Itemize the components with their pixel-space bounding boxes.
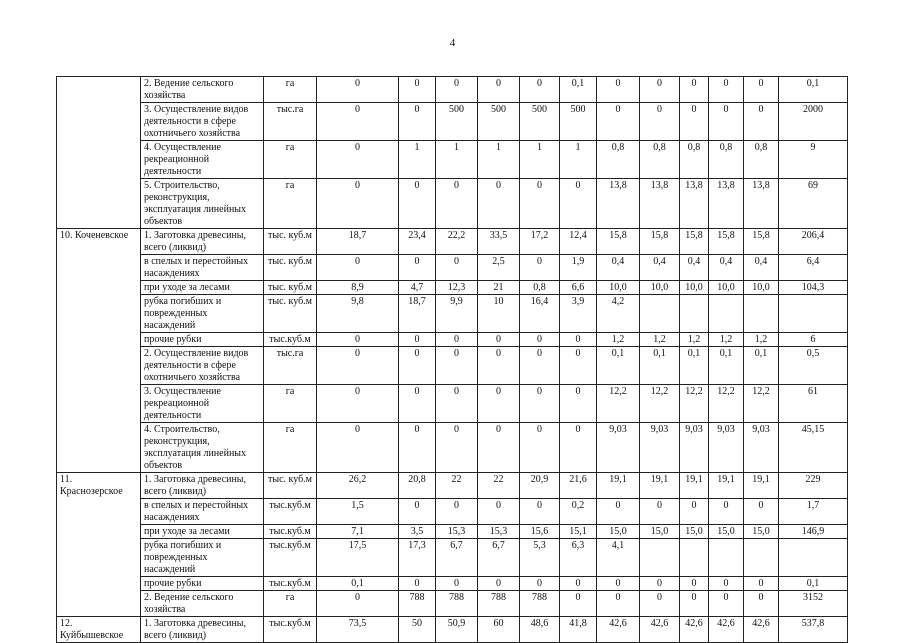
value-cell (744, 539, 779, 577)
value-cell: 0 (640, 103, 680, 141)
value-cell: 15,6 (520, 525, 560, 539)
unit-cell: га (264, 141, 317, 179)
value-cell: 2,5 (478, 255, 520, 281)
value-cell: 41,8 (560, 617, 597, 643)
value-cell: 12,3 (436, 281, 478, 295)
value-cell: 42,6 (709, 617, 744, 643)
value-cell: 23,4 (399, 229, 436, 255)
value-cell (640, 295, 680, 333)
value-cell: 0 (317, 385, 399, 423)
value-cell: 0 (399, 103, 436, 141)
value-cell: 9,03 (709, 423, 744, 473)
total-cell: 2000 (779, 103, 848, 141)
value-cell: 13,8 (709, 179, 744, 229)
value-cell (680, 539, 709, 577)
value-cell: 0 (478, 179, 520, 229)
value-cell: 0 (399, 499, 436, 525)
value-cell: 15,3 (478, 525, 520, 539)
value-cell: 17,2 (520, 229, 560, 255)
total-cell: 0,1 (779, 77, 848, 103)
value-cell: 0,1 (709, 347, 744, 385)
total-cell: 104,3 (779, 281, 848, 295)
unit-cell: тыс. куб.м (264, 281, 317, 295)
value-cell: 17,3 (399, 539, 436, 577)
value-cell: 788 (436, 591, 478, 617)
total-cell: 45,15 (779, 423, 848, 473)
value-cell: 16,4 (520, 295, 560, 333)
value-cell: 0 (744, 591, 779, 617)
district-cell: 11. Краснозерское (57, 473, 141, 617)
total-cell: 9 (779, 141, 848, 179)
value-cell: 18,7 (399, 295, 436, 333)
unit-cell: тыс.куб.м (264, 577, 317, 591)
value-cell: 0 (520, 179, 560, 229)
value-cell: 1,2 (597, 333, 640, 347)
total-cell (779, 539, 848, 577)
value-cell: 20,8 (399, 473, 436, 499)
table-row (57, 77, 848, 103)
value-cell: 0 (317, 103, 399, 141)
value-cell: 0 (399, 385, 436, 423)
value-cell: 0,1 (640, 347, 680, 385)
value-cell: 0,1 (317, 577, 399, 591)
value-cell: 0,8 (597, 141, 640, 179)
value-cell: 0 (560, 385, 597, 423)
unit-cell: тыс.куб.м (264, 499, 317, 525)
total-cell: 6,4 (779, 255, 848, 281)
value-cell: 5,3 (520, 539, 560, 577)
value-cell: 0 (560, 577, 597, 591)
value-cell: 22 (436, 473, 478, 499)
activity-cell: 2. Ведение сельского хозяйства (141, 591, 264, 617)
value-cell: 0 (317, 179, 399, 229)
total-cell: 3152 (779, 591, 848, 617)
value-cell: 0,4 (744, 255, 779, 281)
unit-cell: тыс. куб.м (264, 229, 317, 255)
value-cell: 15,3 (436, 525, 478, 539)
activity-cell: в спелых и перестойных насаждениях (141, 499, 264, 525)
total-cell: 146,9 (779, 525, 848, 539)
value-cell: 6,7 (478, 539, 520, 577)
value-cell: 12,2 (597, 385, 640, 423)
total-cell: 206,4 (779, 229, 848, 255)
value-cell: 1 (478, 141, 520, 179)
value-cell: 15,0 (744, 525, 779, 539)
activity-cell: прочие рубки (141, 333, 264, 347)
value-cell: 9,03 (597, 423, 640, 473)
value-cell: 0,8 (520, 281, 560, 295)
value-cell: 0 (597, 499, 640, 525)
value-cell: 0,1 (560, 77, 597, 103)
value-cell: 0 (520, 423, 560, 473)
value-cell: 0 (597, 103, 640, 141)
value-cell: 0,8 (709, 141, 744, 179)
activity-cell: рубка погибших и поврежденных насаждений (141, 539, 264, 577)
total-cell: 1,7 (779, 499, 848, 525)
unit-cell: тыс.куб.м (264, 617, 317, 643)
activity-cell: при уходе за лесами (141, 525, 264, 539)
table-row (57, 539, 848, 577)
value-cell: 9,03 (744, 423, 779, 473)
activity-cell: 1. Заготовка древесины, всего (ликвид) (141, 617, 264, 643)
unit-cell: га (264, 423, 317, 473)
value-cell: 500 (478, 103, 520, 141)
value-cell: 6,7 (436, 539, 478, 577)
value-cell: 1,9 (560, 255, 597, 281)
value-cell: 0 (317, 255, 399, 281)
unit-cell: га (264, 179, 317, 229)
value-cell: 4,1 (597, 539, 640, 577)
value-cell: 0,2 (560, 499, 597, 525)
value-cell: 0 (709, 591, 744, 617)
value-cell: 0 (436, 179, 478, 229)
value-cell: 10,0 (744, 281, 779, 295)
total-cell: 0,1 (779, 577, 848, 591)
value-cell: 0 (399, 77, 436, 103)
forest-use-table (56, 76, 848, 643)
value-cell: 0,8 (744, 141, 779, 179)
value-cell: 0 (317, 77, 399, 103)
value-cell: 42,6 (744, 617, 779, 643)
value-cell: 0 (399, 179, 436, 229)
value-cell: 0 (709, 499, 744, 525)
value-cell: 0 (399, 255, 436, 281)
value-cell: 500 (560, 103, 597, 141)
value-cell: 13,8 (597, 179, 640, 229)
activity-cell: 1. Заготовка древесины, всего (ликвид) (141, 229, 264, 255)
table-row (57, 473, 848, 499)
value-cell: 0 (680, 77, 709, 103)
value-cell: 73,5 (317, 617, 399, 643)
value-cell: 1,2 (709, 333, 744, 347)
value-cell: 15,8 (744, 229, 779, 255)
value-cell: 15,0 (709, 525, 744, 539)
value-cell: 0 (520, 347, 560, 385)
table-row (57, 577, 848, 591)
activity-cell: 2. Ведение сельского хозяйства (141, 77, 264, 103)
value-cell: 0 (436, 255, 478, 281)
value-cell: 0,4 (597, 255, 640, 281)
value-cell: 15,8 (709, 229, 744, 255)
value-cell: 0 (560, 333, 597, 347)
activity-cell: 5. Строительство, реконструкция, эксплуатация линейных объектов (141, 179, 264, 229)
value-cell: 0 (520, 77, 560, 103)
value-cell: 10,0 (680, 281, 709, 295)
value-cell: 0 (597, 577, 640, 591)
value-cell: 788 (478, 591, 520, 617)
value-cell: 0 (436, 77, 478, 103)
activity-cell: рубка погибших и поврежденных насаждений (141, 295, 264, 333)
activity-cell: в спелых и перестойных насаждениях (141, 255, 264, 281)
table-row (57, 141, 848, 179)
activity-cell: прочие рубки (141, 577, 264, 591)
value-cell: 0 (520, 499, 560, 525)
value-cell: 0 (640, 499, 680, 525)
value-cell: 0 (317, 141, 399, 179)
value-cell: 50,9 (436, 617, 478, 643)
value-cell: 0 (436, 577, 478, 591)
value-cell: 10,0 (597, 281, 640, 295)
value-cell: 0 (478, 423, 520, 473)
value-cell: 0,1 (744, 347, 779, 385)
unit-cell: га (264, 591, 317, 617)
value-cell: 0 (520, 333, 560, 347)
value-cell: 0 (399, 423, 436, 473)
value-cell: 1,2 (744, 333, 779, 347)
total-cell: 0,5 (779, 347, 848, 385)
value-cell: 0 (399, 333, 436, 347)
table-row (57, 591, 848, 617)
value-cell: 42,6 (680, 617, 709, 643)
value-cell: 19,1 (744, 473, 779, 499)
value-cell: 13,8 (680, 179, 709, 229)
value-cell: 26,2 (317, 473, 399, 499)
value-cell: 13,8 (744, 179, 779, 229)
value-cell: 1 (436, 141, 478, 179)
value-cell: 0 (520, 385, 560, 423)
unit-cell: га (264, 77, 317, 103)
value-cell: 0 (436, 385, 478, 423)
value-cell: 0 (640, 591, 680, 617)
table-row (57, 295, 848, 333)
unit-cell: тыс. куб.м (264, 295, 317, 333)
value-cell: 0 (436, 333, 478, 347)
table-row (57, 423, 848, 473)
value-cell: 42,6 (640, 617, 680, 643)
unit-cell: га (264, 385, 317, 423)
value-cell: 0 (680, 499, 709, 525)
total-cell (779, 295, 848, 333)
unit-cell: тыс. куб.м (264, 255, 317, 281)
value-cell: 33,5 (478, 229, 520, 255)
value-cell: 500 (436, 103, 478, 141)
value-cell: 19,1 (680, 473, 709, 499)
value-cell: 15,0 (597, 525, 640, 539)
value-cell: 12,4 (560, 229, 597, 255)
value-cell: 0 (520, 577, 560, 591)
value-cell: 19,1 (597, 473, 640, 499)
value-cell: 3,5 (399, 525, 436, 539)
unit-cell: тыс.куб.м (264, 525, 317, 539)
page-number: 4 (449, 37, 456, 49)
district-cell: 12. Куйбышевское (57, 617, 141, 643)
value-cell: 0 (317, 347, 399, 385)
district-cell: 10. Коченевское (57, 229, 141, 473)
value-cell: 15,0 (680, 525, 709, 539)
total-cell: 61 (779, 385, 848, 423)
value-cell: 0,4 (640, 255, 680, 281)
value-cell: 0 (560, 347, 597, 385)
value-cell: 1 (399, 141, 436, 179)
value-cell: 0 (744, 499, 779, 525)
activity-cell: 3. Осуществление видов деятельности в сфере охотничьего хозяйства (141, 103, 264, 141)
total-cell: 229 (779, 473, 848, 499)
value-cell: 12,2 (709, 385, 744, 423)
value-cell: 9,03 (640, 423, 680, 473)
unit-cell: тыс.га (264, 103, 317, 141)
value-cell: 0 (640, 577, 680, 591)
value-cell: 0 (520, 255, 560, 281)
value-cell: 500 (520, 103, 560, 141)
value-cell: 0,4 (680, 255, 709, 281)
value-cell: 21 (478, 281, 520, 295)
value-cell: 0 (399, 577, 436, 591)
table-row (57, 385, 848, 423)
table-row (57, 617, 848, 643)
value-cell: 48,6 (520, 617, 560, 643)
value-cell: 6,3 (560, 539, 597, 577)
value-cell: 0 (560, 179, 597, 229)
value-cell: 0,8 (680, 141, 709, 179)
value-cell: 3,9 (560, 295, 597, 333)
value-cell: 1 (560, 141, 597, 179)
value-cell: 1,2 (680, 333, 709, 347)
value-cell: 42,6 (597, 617, 640, 643)
value-cell: 788 (399, 591, 436, 617)
value-cell: 4,2 (597, 295, 640, 333)
value-cell: 8,9 (317, 281, 399, 295)
value-cell: 15,8 (597, 229, 640, 255)
unit-cell: тыс.га (264, 347, 317, 385)
value-cell: 18,7 (317, 229, 399, 255)
value-cell: 0 (560, 591, 597, 617)
activity-cell: 4. Осуществление рекреационной деятельности (141, 141, 264, 179)
value-cell: 21,6 (560, 473, 597, 499)
value-cell: 15,0 (640, 525, 680, 539)
total-cell: 537,8 (779, 617, 848, 643)
value-cell: 13,8 (640, 179, 680, 229)
value-cell: 0 (436, 499, 478, 525)
value-cell: 0 (560, 423, 597, 473)
value-cell: 0 (744, 103, 779, 141)
value-cell: 0 (436, 423, 478, 473)
value-cell: 0 (709, 577, 744, 591)
activity-cell: 1. Заготовка древесины, всего (ликвид) (141, 473, 264, 499)
value-cell (640, 539, 680, 577)
value-cell: 0 (436, 347, 478, 385)
value-cell: 0 (680, 591, 709, 617)
value-cell: 0,8 (640, 141, 680, 179)
value-cell: 0 (597, 591, 640, 617)
value-cell: 1 (520, 141, 560, 179)
value-cell: 19,1 (640, 473, 680, 499)
table-row (57, 281, 848, 295)
total-cell: 69 (779, 179, 848, 229)
table-row (57, 179, 848, 229)
table-row (57, 103, 848, 141)
value-cell: 0,1 (597, 347, 640, 385)
value-cell: 22 (478, 473, 520, 499)
value-cell: 12,2 (744, 385, 779, 423)
value-cell: 0 (640, 77, 680, 103)
value-cell: 6,6 (560, 281, 597, 295)
value-cell: 4,7 (399, 281, 436, 295)
table-row (57, 255, 848, 281)
value-cell: 1,2 (640, 333, 680, 347)
value-cell: 0 (478, 385, 520, 423)
value-cell: 0 (597, 77, 640, 103)
value-cell (680, 295, 709, 333)
value-cell: 0 (478, 77, 520, 103)
value-cell: 15,8 (640, 229, 680, 255)
value-cell: 0 (680, 577, 709, 591)
value-cell: 9,8 (317, 295, 399, 333)
table-row (57, 525, 848, 539)
value-cell: 50 (399, 617, 436, 643)
value-cell: 0 (478, 577, 520, 591)
value-cell: 10,0 (709, 281, 744, 295)
value-cell: 0 (478, 499, 520, 525)
value-cell: 788 (520, 591, 560, 617)
value-cell: 19,1 (709, 473, 744, 499)
value-cell: 0 (399, 347, 436, 385)
table-row (57, 333, 848, 347)
value-cell: 0 (680, 103, 709, 141)
value-cell (744, 295, 779, 333)
value-cell: 12,2 (680, 385, 709, 423)
value-cell: 0 (744, 577, 779, 591)
value-cell: 9,03 (680, 423, 709, 473)
value-cell (709, 295, 744, 333)
value-cell: 0 (478, 347, 520, 385)
value-cell: 12,2 (640, 385, 680, 423)
value-cell: 9,9 (436, 295, 478, 333)
value-cell: 0 (317, 423, 399, 473)
unit-cell: тыс.куб.м (264, 333, 317, 347)
value-cell: 1,5 (317, 499, 399, 525)
unit-cell: тыс.куб.м (264, 539, 317, 577)
value-cell: 10 (478, 295, 520, 333)
value-cell: 60 (478, 617, 520, 643)
total-cell: 6 (779, 333, 848, 347)
value-cell: 20,9 (520, 473, 560, 499)
value-cell: 0,1 (680, 347, 709, 385)
activity-cell: 4. Строительство, реконструкция, эксплуатация линейных объектов (141, 423, 264, 473)
value-cell: 0,4 (709, 255, 744, 281)
value-cell: 0 (317, 333, 399, 347)
table-row (57, 499, 848, 525)
value-cell: 7,1 (317, 525, 399, 539)
value-cell: 0 (744, 77, 779, 103)
activity-cell: 2. Осуществление видов деятельности в сфере охотничьего хозяйства (141, 347, 264, 385)
value-cell (709, 539, 744, 577)
value-cell: 0 (709, 77, 744, 103)
value-cell: 0 (317, 591, 399, 617)
table-row (57, 229, 848, 255)
activity-cell: при уходе за лесами (141, 281, 264, 295)
district-cell (57, 77, 141, 229)
value-cell: 17,5 (317, 539, 399, 577)
value-cell: 10,0 (640, 281, 680, 295)
value-cell: 15,8 (680, 229, 709, 255)
value-cell: 0 (478, 333, 520, 347)
activity-cell: 3. Осуществление рекреационной деятельности (141, 385, 264, 423)
unit-cell: тыс. куб.м (264, 473, 317, 499)
table-row (57, 347, 848, 385)
value-cell: 15,1 (560, 525, 597, 539)
value-cell: 22,2 (436, 229, 478, 255)
value-cell: 0 (709, 103, 744, 141)
table-body (57, 77, 848, 643)
